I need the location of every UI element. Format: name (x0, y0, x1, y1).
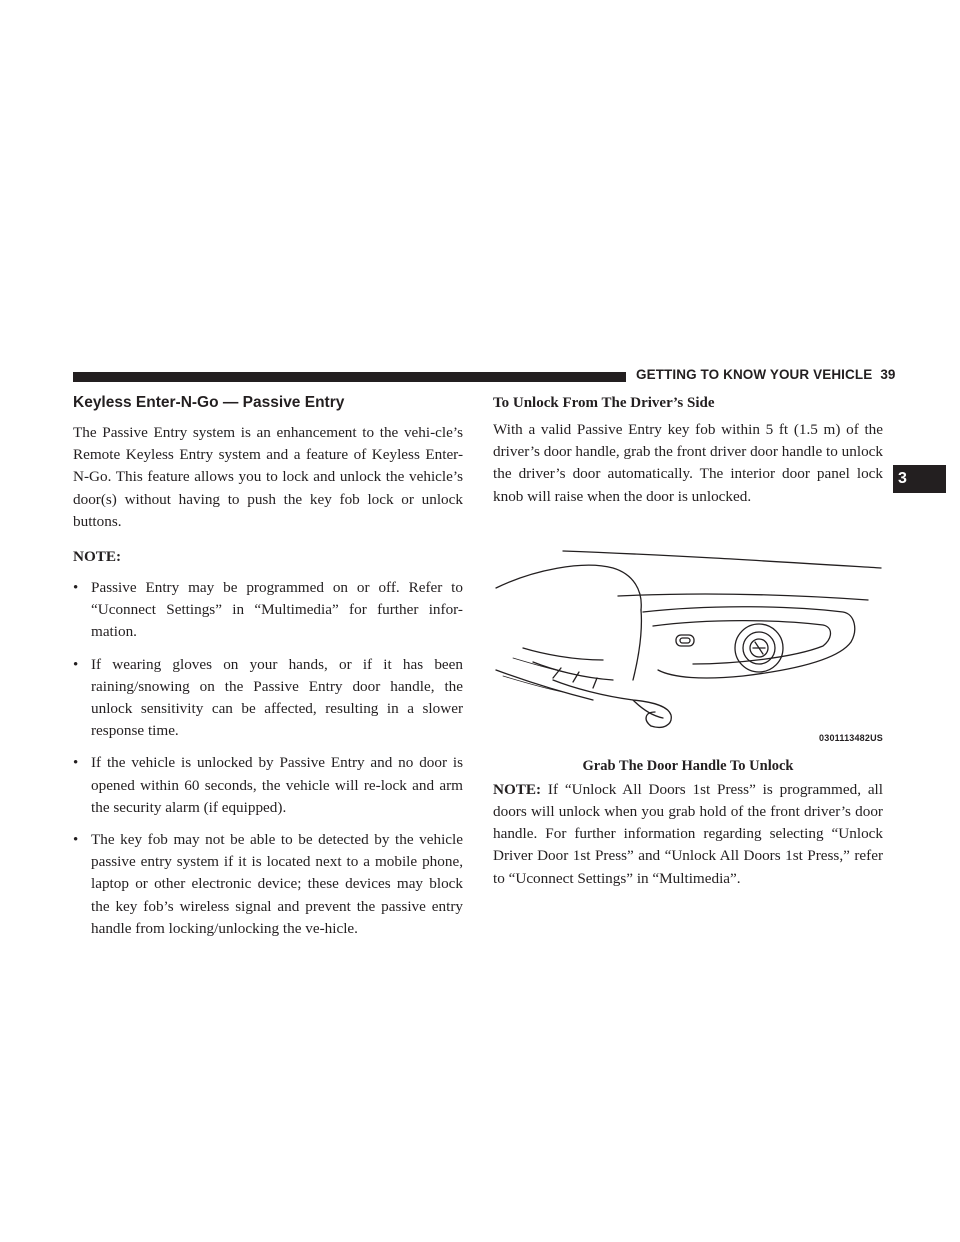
note-item: • The key fob may not be able to be detected by the vehicle passive entry system if it is located next to a mobile phone, laptop or other electronic device; these devices may block the key fob’s wireless signal and prevent the passive entry handle from locking/unlocking the ve-hicle. (73, 831, 463, 937)
subsection-heading: To Unlock From The Driver’s Side (493, 395, 715, 411)
note-label: NOTE: (493, 780, 542, 798)
note-text: If “Unlock All Doors 1st Press” is programmed, all doors will unlock when you grab hold of the front driver’s door handle. For further information regarding selecting “Unlock Driver Door 1st Press” and “Unlock All Doors 1st Press,” refer to “Uconnect Settings” in “Multimedia”. (493, 780, 883, 887)
bullet-icon: • (73, 832, 79, 849)
note-label: NOTE: (73, 548, 122, 566)
left-column (73, 393, 463, 950)
running-header (636, 367, 898, 382)
right-column (493, 393, 883, 890)
chapter-number: 3 (898, 470, 907, 487)
note-list (73, 577, 463, 940)
chapter-tab (893, 465, 946, 493)
door-handle-illustration (493, 530, 883, 754)
section-heading: Keyless Enter-N-Go — Passive Entry (73, 394, 345, 411)
figure-code: 0301113482US (819, 732, 883, 743)
note-item: • If wearing gloves on your hands, or if it has been raining/snowing on the Passive Entry door handle, the unlock sensitivity can be affected, resulting in a slower response time. (73, 655, 463, 740)
bullet-icon: • (73, 580, 79, 597)
page-number: 39 (880, 367, 896, 382)
header-rule (73, 372, 626, 382)
unlock-paragraph: With a valid Passive Entry key fob within 5 ft (1.5 m) of the driver’s door handle, grab the front driver door handle to unlock the driver’s door automatically. The interior door panel lock knob will raise when the door is unlocked. (493, 421, 883, 505)
hand-grab-door-handle-icon (493, 530, 883, 754)
intro-paragraph: The Passive Entry system is an enhancement to the vehi-cle’s Remote Keyless Entry system and a feature of Keyless Enter-N-Go. This feature allows you to lock and unlock the vehicle’s door(s) without having to push the key fob lock or unlock buttons. (73, 424, 463, 530)
figure-caption: Grab The Door Handle To Unlock (582, 757, 794, 774)
bullet-icon: • (73, 656, 79, 673)
note-item: • Passive Entry may be programmed on or off. Refer to “Uconnect Settings” in “Multimedia” for further infor-mation. (73, 579, 463, 641)
header-section-title: GETTING TO KNOW YOUR VEHICLE (636, 367, 873, 382)
bullet-icon: • (73, 755, 79, 772)
note-paragraph (493, 779, 883, 890)
note-item: • If the vehicle is unlocked by Passive Entry and no door is opened within 60 seconds, the vehicle will re-lock and arm the security alarm (if equipped). (73, 754, 463, 816)
